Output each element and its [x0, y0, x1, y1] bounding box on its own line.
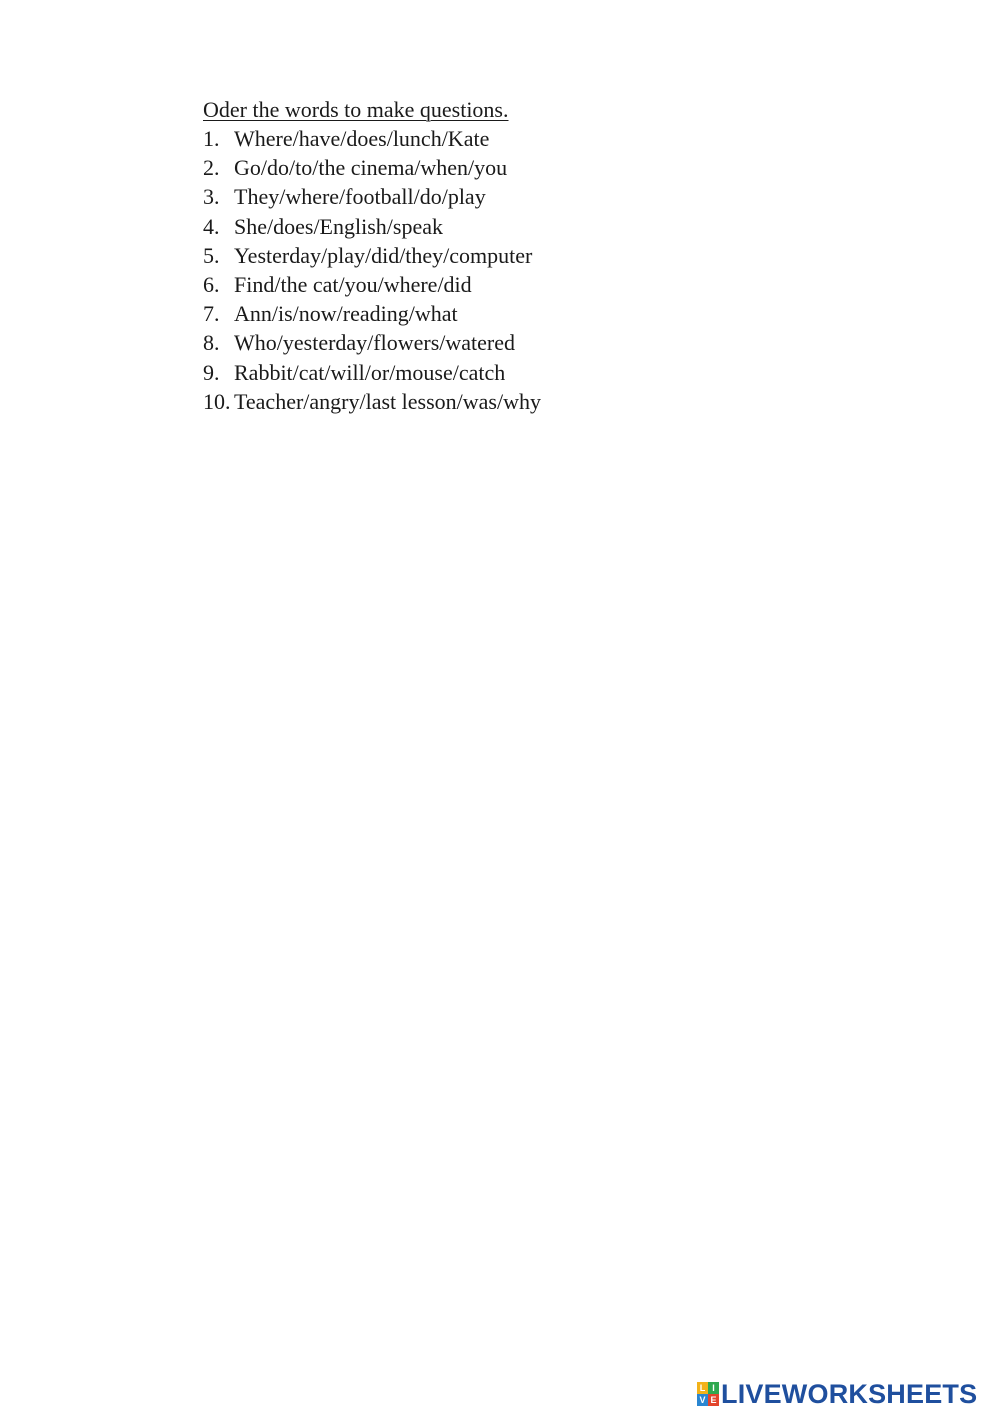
brand-name: LIVEWORKSHEETS [721, 1378, 978, 1409]
instruction-heading: Oder the words to make questions. [203, 97, 509, 122]
logo-letter: L [697, 1382, 708, 1394]
item-number: 7. [203, 301, 220, 327]
list-item [203, 241, 763, 270]
item-number: 3. [203, 184, 220, 210]
item-text: Where/have/does/lunch/Kate [234, 126, 490, 151]
item-text: Ann/is/now/reading/what [234, 301, 458, 327]
list-item [203, 153, 763, 182]
logo-mark-icon [697, 1382, 719, 1406]
item-number: 1. [203, 126, 220, 151]
item-number: 9. [203, 359, 220, 385]
list-item [203, 299, 763, 328]
item-number: 2. [203, 155, 220, 181]
logo-letter: I [708, 1382, 719, 1394]
list-item [203, 124, 763, 153]
item-text: Who/yesterday/flowers/watered [234, 330, 515, 356]
item-text: Go/do/to/the cinema/when/you [234, 155, 508, 181]
item-number: 5. [203, 242, 220, 268]
item-number: 6. [203, 272, 220, 298]
question-list [203, 124, 763, 416]
item-text: Teacher/angry/last lesson/was/why [234, 388, 541, 414]
item-text: She/does/English/speak [234, 213, 443, 239]
logo-letter: V [697, 1394, 708, 1406]
list-item [203, 270, 763, 299]
item-text: They/where/football/do/play [234, 184, 486, 210]
item-text: Yesterday/play/did/they/computer [234, 242, 533, 268]
item-number: 10. [203, 388, 231, 414]
list-item [203, 328, 763, 357]
liveworksheets-logo [697, 1378, 977, 1410]
logo-letter: E [708, 1394, 719, 1406]
item-text: Rabbit/cat/will/or/mouse/catch [234, 359, 506, 385]
list-item [203, 182, 763, 211]
list-item [203, 212, 763, 241]
list-item [203, 387, 763, 416]
item-number: 4. [203, 213, 220, 239]
worksheet [203, 95, 763, 416]
item-text: Find/the cat/you/where/did [234, 272, 472, 298]
list-item [203, 358, 763, 387]
item-number: 8. [203, 330, 220, 356]
